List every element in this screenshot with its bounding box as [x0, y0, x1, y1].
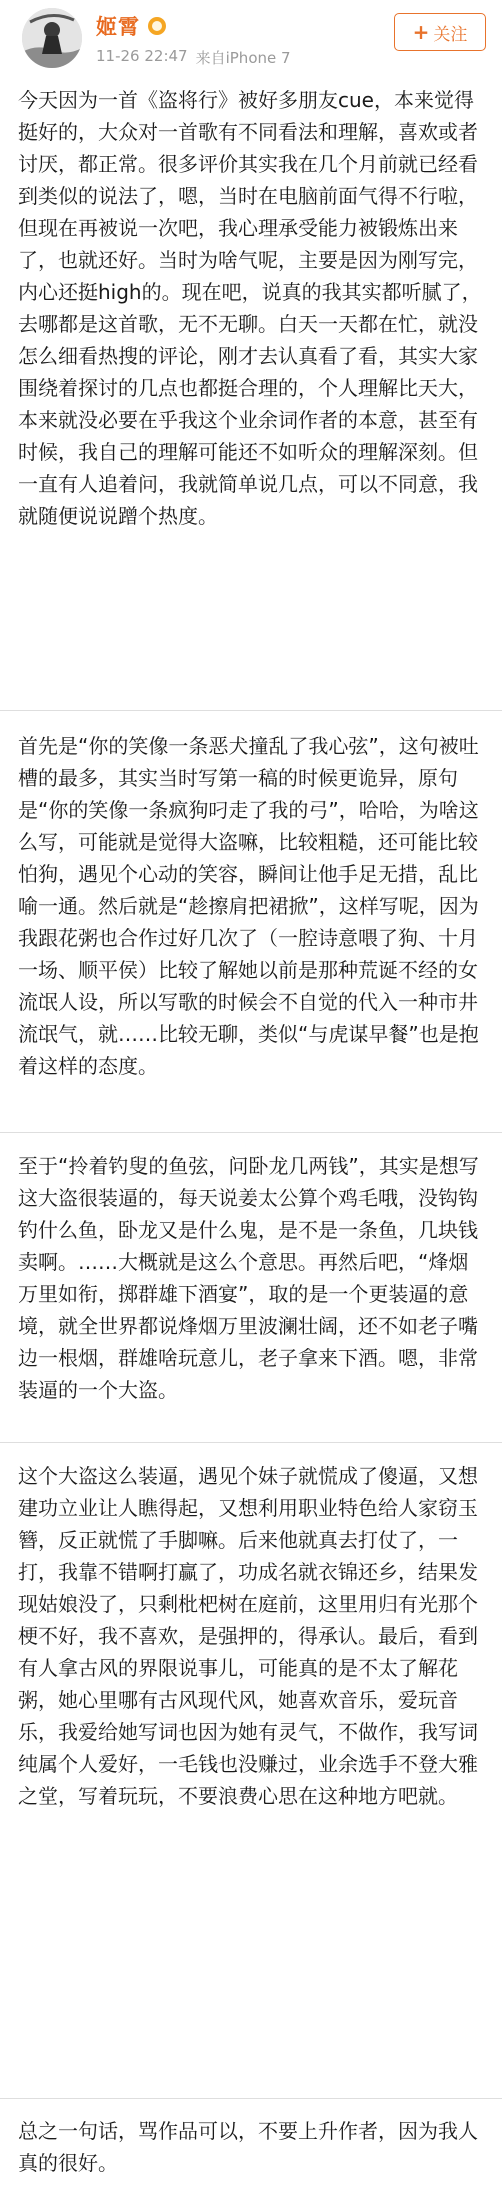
username-row — [96, 12, 166, 40]
vip-crown-icon — [148, 17, 166, 35]
post-paragraph: 今天因为一首《盗将行》被好多朋友cue，本来觉得挺好的，大众对一首歌有不同看法和理解，喜欢或者讨厌，都正常。很多评价其实我在几个月前就已经看到类似的说法了，嗯，当时在电脑前面气得不行啦，但现在再被说一次吧，我心理承受能力被锻炼出来了，也就还好。当时为啥气呢，主要是因为刚写完，内心还挺high的。现在吧，说真的我其实都听腻了，去哪都是这首歌，无不无聊。白天一天都在忙，就没怎么细看热搜的评论，刚才去认真看了看，其实大家围绕着探讨的几点也都挺合理的，个人理解比天大，本来就没必要在乎我这个业余词作者的本意，甚至有时候，我自己的理解可能还不如听众的理解深刻。但一直有人追着问，我就简单说几点，可以不同意，我就随便说说蹭个热度。 — [18, 88, 482, 528]
post-paragraph: 这个大盗这么装逼，遇见个妹子就慌成了傻逼，又想建功立业让人瞧得起，又想利用职业特色给人家窃玉簪，反正就慌了手脚嘛。后来他就真去打仗了，一打，我靠不错啊打赢了，功成名就衣锦还乡，结果发现姑娘没了，只剩枇杷树在庭前，这里用归有光那个梗不好，我不喜欢，是强押的，得承认。最后，看到有人拿古风的界限说事儿，可能真的是不太了解花粥，她心里哪有古风现代风，她喜欢音乐，爱玩音乐，我爱给她写词也因为她有灵气，不做作，我写词纯属个人爱好，一毛钱也没赚过，业余选手不登大雅之堂，写着玩玩，不要浪费心思在这种地方吧就。 — [18, 1464, 478, 1808]
post-header — [0, 0, 502, 78]
follow-label: 关注 — [433, 24, 468, 45]
paragraph-divider — [0, 710, 502, 711]
avatar-image-icon — [22, 8, 82, 68]
avatar[interactable] — [22, 8, 82, 68]
post-timestamp: 11-26 22:47 — [96, 47, 188, 65]
paragraph-divider — [0, 2098, 502, 2099]
plus-icon: + — [412, 20, 430, 44]
post-paragraph: 总之一句话，骂作品可以，不要上升作者，因为我人真的很好。 — [18, 2119, 478, 2175]
post-source: 来自iPhone 7 — [195, 49, 291, 67]
post-paragraph: 首先是“你的笑像一条恶犬撞乱了我心弦”，这句被吐槽的最多，其实当时写第一稿的时候更诡异，原句是“你的笑像一条疯狗叼走了我的弓”，哈哈，为啥这么写，可能就是觉得大盗嘛，比较粗糙，还可能比较怕狗，遇见个心动的笑容，瞬间让他手足无措，乱比喻一通。然后就是“趁擦肩把裙掀”，这样写呢，因为我跟花粥也合作过好几次了（一腔诗意喂了狗、十月一场、顺平侯）比较了解她以前是那种荒诞不经的女流氓人设，所以写歌的时候会不自觉的代入一种市井流氓气，就……比较无聊，类似“与虎谋早餐”也是抱着这样的态度。 — [18, 734, 479, 1078]
paragraph-divider — [0, 1132, 502, 1133]
post-meta — [96, 47, 291, 68]
follow-button[interactable] — [394, 13, 486, 51]
post-paragraph: 至于“拎着钓叟的鱼弦，问卧龙几两钱”，其实是想写这大盗很装逼的，每天说姜太公算个鸡毛哦，没钩钩钓什么鱼，卧龙又是什么鬼，是不是一条鱼，几块钱卖啊。……大概就是这么个意思。再然后吧，“烽烟万里如衔，掷群雄下酒宴”，取的是一个更装逼的意境，就全世界都说烽烟万里波澜壮阔，还不如老子嘴边一根烟，群雄啥玩意儿，老子拿来下酒。嗯，非常装逼的一个大盗。 — [18, 1154, 479, 1402]
username[interactable]: 姬霄 — [96, 15, 140, 39]
paragraph-divider — [0, 1442, 502, 1443]
